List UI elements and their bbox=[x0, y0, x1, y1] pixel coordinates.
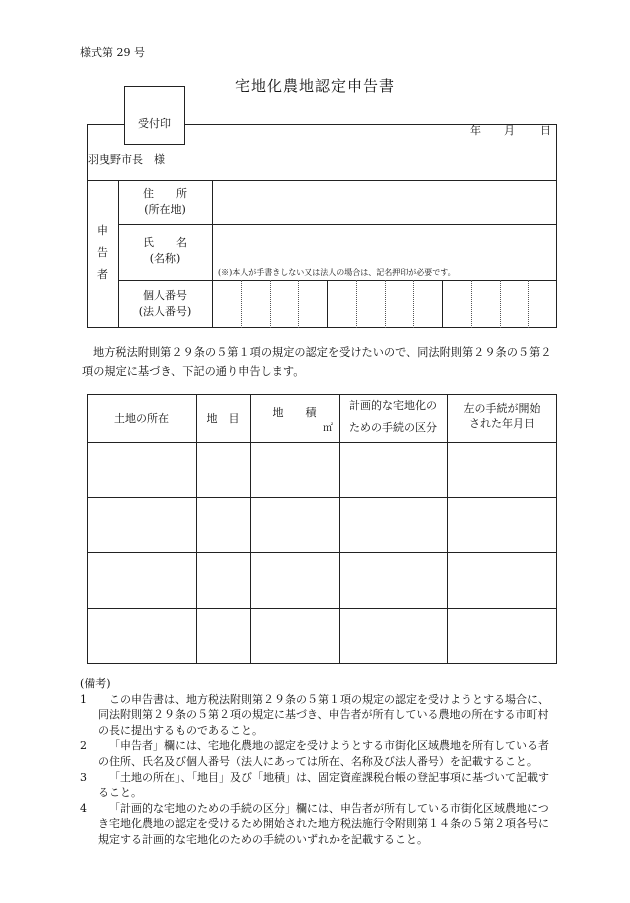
land-table-cell[interactable] bbox=[251, 609, 339, 664]
number-cell[interactable] bbox=[356, 280, 385, 328]
header-area: 地 積 bbox=[272, 406, 317, 419]
note-number: 2 bbox=[80, 739, 87, 753]
land-table-cell[interactable] bbox=[197, 609, 250, 664]
land-table-cell[interactable] bbox=[88, 609, 196, 664]
intro-text: 地方税法附則第２９条の５第１項の規定の認定を受けたいので、同法附則第２９条の５第２項の規定に基づき、下記の通り申告します。 bbox=[82, 346, 552, 379]
number-sublabel: (法人番号) bbox=[138, 305, 192, 318]
note-number: 3 bbox=[80, 770, 87, 784]
address-field[interactable] bbox=[213, 181, 556, 224]
date-year: 年 bbox=[470, 124, 481, 137]
number-cell[interactable] bbox=[212, 280, 241, 328]
number-cell[interactable] bbox=[385, 280, 414, 328]
note-item bbox=[80, 692, 556, 739]
declarant-header-1: 申 bbox=[97, 224, 108, 237]
header-start-line2: された年月日 bbox=[469, 417, 535, 430]
number-cell[interactable] bbox=[500, 280, 529, 328]
name-note: (※)本人が手書きしない又は法人の場合は、記名押印が必要です。 bbox=[218, 268, 456, 277]
address-label: 住 所 bbox=[143, 187, 187, 200]
number-cell[interactable] bbox=[270, 280, 299, 328]
number-cell[interactable] bbox=[413, 280, 442, 328]
land-table-cell[interactable] bbox=[340, 498, 447, 552]
header-category: 地 目 bbox=[206, 412, 240, 425]
land-table-cell[interactable] bbox=[88, 498, 196, 552]
land-table-cell[interactable] bbox=[448, 553, 557, 608]
land-table-cell[interactable] bbox=[448, 443, 557, 497]
land-table-cell[interactable] bbox=[340, 609, 447, 664]
notes-heading: (備考) bbox=[80, 677, 111, 690]
date-month: 月 bbox=[504, 124, 515, 137]
receipt-stamp-box bbox=[124, 86, 185, 145]
note-item bbox=[80, 770, 556, 801]
number-label: 個人番号 bbox=[143, 289, 187, 302]
land-table-cell[interactable] bbox=[448, 498, 557, 552]
note-text: 「土地の所在」、「地目」及び「地積」は、固定資産課税台帳の登記事項に基づいて記載すること。 bbox=[98, 770, 549, 800]
land-table-cell[interactable] bbox=[251, 553, 339, 608]
header-start-line1: 左の手続が開始 bbox=[463, 402, 541, 415]
name-label: 氏 名 bbox=[143, 236, 187, 249]
addressee: 羽曳野市長 様 bbox=[88, 153, 165, 166]
land-table-cell[interactable] bbox=[251, 443, 339, 497]
land-table-cell[interactable] bbox=[197, 498, 250, 552]
declarant-header-3: 者 bbox=[97, 268, 108, 281]
form-number: 様式第 29 号 bbox=[80, 46, 145, 59]
note-text: 「計画的な宅地のための手続の区分」欄には、申告者が所有している市街化区域農地につき宅地化農地の認定を受けるため開始された地方税法施行令附則第１４条の５第２項各号に規定する計画的な宅地化のための手続のいずれかを記載すること。 bbox=[98, 801, 549, 847]
header-location: 土地の所在 bbox=[114, 412, 169, 425]
note-item bbox=[80, 801, 556, 848]
declarant-header-2: 告 bbox=[97, 246, 108, 259]
number-cell[interactable] bbox=[442, 280, 471, 328]
land-table-cell[interactable] bbox=[88, 553, 196, 608]
land-table-cell[interactable] bbox=[340, 553, 447, 608]
name-field[interactable] bbox=[213, 225, 556, 265]
number-cell[interactable] bbox=[298, 280, 327, 328]
number-cell[interactable] bbox=[327, 280, 356, 328]
note-number: 4 bbox=[80, 801, 87, 815]
note-text: 「申告者」欄には、宅地化農地の認定を受けようとする市街化区域農地を所有している者の住所、氏名及び個人番号（法人にあっては所在、名称及び法人番号）を記載すること。 bbox=[98, 739, 549, 769]
receipt-stamp-label: 受付印 bbox=[138, 117, 171, 130]
header-plan-line2: ための手続の区分 bbox=[349, 421, 437, 434]
notes-section bbox=[80, 676, 556, 848]
name-sublabel: (名称) bbox=[149, 252, 181, 265]
note-item bbox=[80, 738, 556, 769]
page-title: 宅地化農地認定申告書 bbox=[234, 77, 395, 95]
land-table-cell[interactable] bbox=[340, 443, 447, 497]
number-cell[interactable] bbox=[471, 280, 500, 328]
header-plan-line1: 計画的な宅地化の bbox=[349, 399, 437, 412]
header-area-unit: ㎡ bbox=[323, 423, 333, 434]
address-sublabel: (所在地) bbox=[144, 203, 186, 216]
land-table-cell[interactable] bbox=[197, 553, 250, 608]
number-cell[interactable] bbox=[528, 280, 557, 328]
note-text: この申告書は、地方税法附則第２９条の５第１項の規定の認定を受けようとする場合に、同法附則第２９条の５第２項の規定に基づき、申告者が所有している農地の所在する市町村の長に提出するものであること。 bbox=[98, 692, 549, 737]
land-table-cell[interactable] bbox=[88, 443, 196, 497]
number-cell[interactable] bbox=[241, 280, 270, 328]
land-table-cell[interactable] bbox=[251, 498, 339, 552]
land-table-cell[interactable] bbox=[448, 609, 557, 664]
note-number: 1 bbox=[80, 692, 87, 706]
land-table-cell[interactable] bbox=[197, 443, 250, 497]
date-day: 日 bbox=[540, 124, 551, 137]
